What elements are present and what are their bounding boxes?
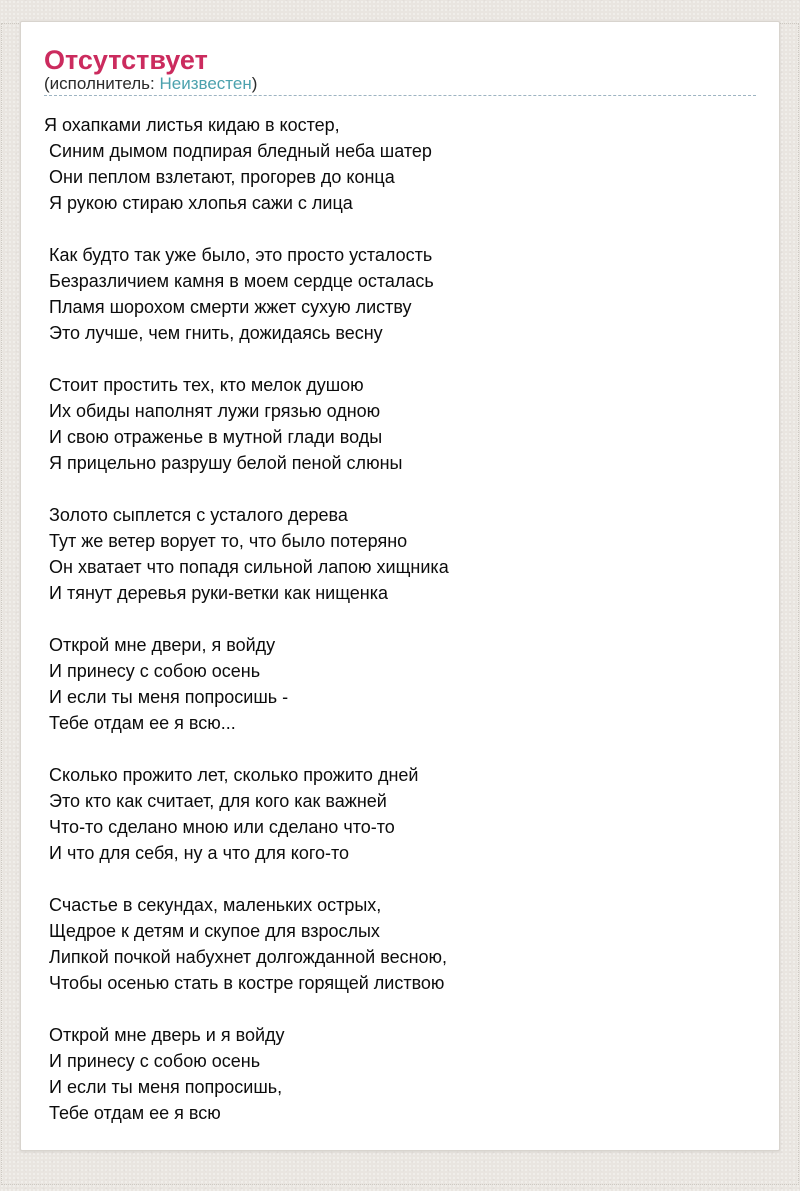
lyric-line: И что для себя, ну а что для кого-то [44, 843, 350, 863]
lyric-line: Стоит простить тех, кто мелок душою [44, 375, 364, 395]
lyrics-stanza [44, 242, 756, 346]
lyric-line: Тебе отдам ее я всю [44, 1103, 221, 1123]
lyric-line: Щедрое к детям и скупое для взрослых [44, 921, 380, 941]
lyric-line: Пламя шорохом смерти жжет сухую листву [44, 297, 412, 317]
lyrics [44, 112, 756, 1126]
lyric-line: Золото сыплется с усталого дерева [44, 505, 348, 525]
artist-suffix: ) [251, 74, 258, 93]
lyric-line: Я охапками листья кидаю в костер, [44, 115, 340, 135]
lyric-line: И тянут деревья руки-ветки как нищенка [44, 583, 389, 603]
lyric-line: Сколько прожито лет, сколько прожито дней [44, 765, 419, 785]
lyric-line: И свою отраженье в мутной глади воды [44, 427, 383, 447]
lyrics-card [20, 21, 780, 1151]
artist-link[interactable]: Неизвестен [159, 74, 252, 93]
page-background [0, 21, 800, 1191]
lyric-line: И принесу с собою осень [44, 1051, 261, 1071]
lyric-line: Открой мне дверь и я войду [44, 1025, 285, 1045]
lyric-line: Тут же ветер ворует то, что было потеряно [44, 531, 408, 551]
song-title: Отсутствует [44, 45, 208, 75]
lyric-line: Как будто так уже было, это просто усталость [44, 245, 433, 265]
lyric-line: Их обиды наполнят лужи грязью одною [44, 401, 381, 421]
lyrics-stanza [44, 632, 756, 736]
artist-line [44, 74, 756, 96]
lyric-line: Открой мне двери, я войду [44, 635, 276, 655]
lyric-line: Они пеплом взлетают, прогорев до конца [44, 167, 395, 187]
lyrics-stanza [44, 502, 756, 606]
lyrics-stanza [44, 112, 756, 216]
lyrics-stanza [44, 372, 756, 476]
lyric-line: Безразличием камня в моем сердце осталась [44, 271, 434, 291]
lyrics-stanza [44, 1022, 756, 1126]
artist-prefix: (исполнитель: [44, 74, 160, 93]
lyrics-stanza [44, 762, 756, 866]
lyric-line: Я рукою стираю хлопья сажи с лица [44, 193, 353, 213]
lyric-line: Тебе отдам ее я всю... [44, 713, 236, 733]
lyric-line: Он хватает что попадя сильной лапою хищника [44, 557, 449, 577]
lyric-line: Это лучше, чем гнить, дожидаясь весну [44, 323, 383, 343]
lyric-line: И принесу с собою осень [44, 661, 261, 681]
lyric-line: Что-то сделано мною или сделано что-то [44, 817, 395, 837]
lyric-line: Это кто как считает, для кого как важней [44, 791, 387, 811]
lyric-line: Синим дымом подпирая бледный неба шатер [44, 141, 432, 161]
lyric-line: Липкой почкой набухнет долгожданной весною, [44, 947, 448, 967]
lyric-line: Счастье в секундах, маленьких острых, [44, 895, 382, 915]
lyric-line: Я прицельно разрушу белой пеной слюны [44, 453, 403, 473]
lyrics-stanza [44, 892, 756, 996]
lyric-line: И если ты меня попросишь - [44, 687, 289, 707]
lyric-line: Чтобы осенью стать в костре горящей листвою [44, 973, 445, 993]
lyric-line: И если ты меня попросишь, [44, 1077, 283, 1097]
